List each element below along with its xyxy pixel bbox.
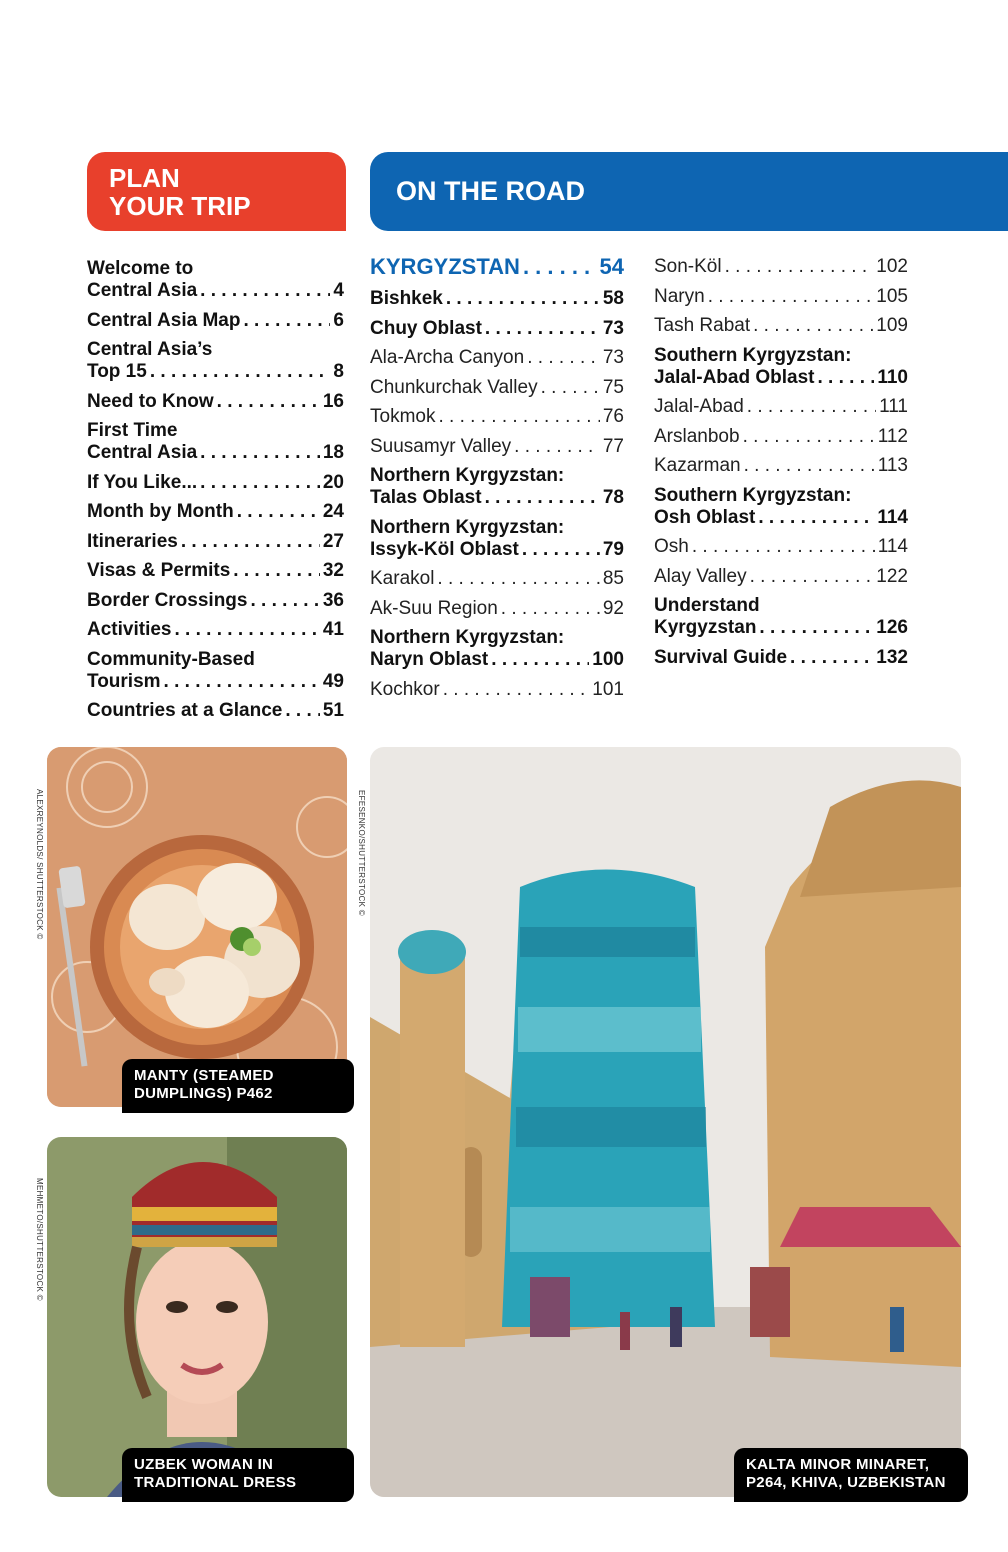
dot-leader <box>437 568 599 590</box>
toc-entry[interactable] <box>370 436 624 458</box>
toc-entry-title: Karakol <box>370 568 435 589</box>
toc-entry-page: 24 <box>322 501 344 522</box>
dot-leader <box>750 566 874 588</box>
toc-entry[interactable] <box>87 339 344 383</box>
on-the-road-banner: ON THE ROAD <box>370 152 1008 231</box>
toc-entry[interactable] <box>654 345 908 389</box>
dot-leader <box>243 310 330 332</box>
uzbek-woman-photo-caption <box>122 1448 354 1502</box>
toc-entry[interactable] <box>87 619 344 641</box>
toc-entry-title: Activities <box>87 619 172 640</box>
uzbek-woman-photo <box>47 1137 347 1497</box>
toc-entry[interactable] <box>87 560 344 582</box>
toc-entry[interactable] <box>654 396 908 418</box>
toc-entry-title: Month by Month <box>87 501 234 522</box>
dot-leader <box>692 536 875 558</box>
toc-entry-title: Chunkurchak Valley <box>370 376 538 398</box>
toc-entry-page: 51 <box>322 700 344 721</box>
toc-entry-title: Chuy Oblast <box>370 317 482 339</box>
toc-entry-page: 113 <box>877 455 908 476</box>
dot-leader <box>181 531 320 553</box>
toc-entry-title: Central Asia <box>87 442 198 463</box>
toc-entry-title: Suusamyr Valley <box>370 435 512 457</box>
toc-entry[interactable] <box>370 256 624 278</box>
toc-entry[interactable] <box>87 649 344 693</box>
toc-entry-page: 8 <box>333 361 344 382</box>
toc-entry-page: 110 <box>877 366 908 388</box>
toc-entry-page: 32 <box>322 560 344 581</box>
dot-leader <box>725 256 874 278</box>
dot-leader <box>438 406 599 428</box>
toc-entry-heading: Southern Kyrgyzstan: <box>654 484 852 506</box>
toc-entry-title: Top 15 <box>87 361 147 382</box>
toc-entry-page: 73 <box>602 347 624 368</box>
dot-leader <box>753 315 873 337</box>
toc-entry-title: Talas Oblast <box>370 487 482 508</box>
toc-entry-page: 105 <box>876 285 908 307</box>
toc-entry-page: 111 <box>879 396 908 417</box>
toc-entry[interactable] <box>87 700 344 722</box>
toc-entry-title: Central Asia <box>87 280 198 301</box>
toc-entry-title: KYRGYZSTAN <box>370 254 520 279</box>
minaret-caption-line1: KALTA MINOR MINARET, <box>746 1456 930 1473</box>
dot-leader <box>747 396 876 418</box>
toc-entry[interactable] <box>370 679 624 701</box>
toc-entry-page: 16 <box>322 390 344 412</box>
toc-entry-heading: Southern Kyrgyzstan: <box>654 344 852 366</box>
toc-entry-page: 4 <box>333 280 344 301</box>
dot-leader <box>758 507 874 529</box>
plan-banner-line2: YOUR TRIP <box>109 191 251 221</box>
toc-entry-page: 122 <box>876 565 908 587</box>
toc-entry[interactable] <box>654 286 908 308</box>
toc-entry[interactable] <box>654 315 908 337</box>
dot-leader <box>164 671 320 693</box>
toc-entry-page: 132 <box>876 646 908 668</box>
toc-entry-title: Survival Guide <box>654 646 788 668</box>
dot-leader <box>200 472 320 494</box>
toc-entry-page: 112 <box>877 425 908 447</box>
toc-entry-title: Jalal-Abad <box>654 396 744 417</box>
dot-leader <box>233 560 320 582</box>
toc-entry-page: 49 <box>322 670 344 692</box>
dot-leader <box>790 647 873 669</box>
toc-entry-page: 36 <box>322 589 344 611</box>
toc-entry-page: 41 <box>322 619 344 640</box>
toc-entry-title: Need to Know <box>87 390 214 412</box>
toc-entry[interactable] <box>654 256 908 278</box>
dot-leader <box>527 347 600 369</box>
dot-leader <box>485 318 600 340</box>
toc-entry-page: 54 <box>599 254 624 279</box>
toc-entry-title: Jalal-Abad Oblast <box>654 366 815 388</box>
dot-leader <box>150 361 331 383</box>
toc-entry-page: 78 <box>602 487 624 508</box>
toc-entry[interactable] <box>87 420 344 464</box>
minaret-caption-line2: P264, KHIVA, UZBEKISTAN <box>746 1474 946 1491</box>
toc-entry-title: Kochkor <box>370 678 440 700</box>
on-the-road-toc-column-1 <box>370 256 624 708</box>
toc-entry[interactable] <box>87 258 344 302</box>
toc-entry-page: 114 <box>877 506 908 528</box>
dot-leader <box>743 426 875 448</box>
dot-leader <box>522 539 600 561</box>
dot-leader <box>217 391 320 413</box>
dot-leader <box>174 619 319 641</box>
dot-leader <box>744 455 875 477</box>
toc-entry-title: Border Crossings <box>87 589 248 611</box>
dot-leader <box>485 487 600 509</box>
toc-entry-page: 6 <box>333 309 344 331</box>
toc-entry-title: Alay Valley <box>654 565 747 587</box>
kalta-minor-minaret-photo <box>370 747 961 1497</box>
minaret-photo-credit: EFESENKO/SHUTTERSTOCK © <box>357 790 366 916</box>
toc-entry-title: Central Asia Map <box>87 309 241 331</box>
woman-caption-line1: UZBEK WOMAN IN <box>134 1456 274 1473</box>
toc-entry-page: 126 <box>876 617 908 638</box>
toc-entry[interactable] <box>370 377 624 399</box>
toc-entry-title: Kazarman <box>654 455 741 476</box>
plan-your-trip-banner <box>87 152 346 231</box>
toc-entry-title: Osh Oblast <box>654 506 756 528</box>
toc-entry-title: Countries at a Glance <box>87 700 283 721</box>
toc-entry[interactable] <box>370 347 624 369</box>
toc-entry[interactable] <box>654 426 908 448</box>
toc-entry-heading: Welcome to <box>87 258 194 279</box>
toc-entry-heading: Northern Kyrgyzstan: <box>370 516 565 538</box>
dot-leader <box>523 256 597 278</box>
plan-trip-toc <box>87 258 344 730</box>
toc-entry[interactable] <box>654 566 908 588</box>
toc-entry[interactable] <box>370 318 624 340</box>
dot-leader <box>443 679 590 701</box>
toc-entry-title: Osh <box>654 536 689 557</box>
toc-entry-title: Ak-Suu Region <box>370 597 498 619</box>
toc-entry-page: 100 <box>592 649 624 670</box>
toc-entry-title: Tash Rabat <box>654 315 751 336</box>
toc-entry-page: 73 <box>602 317 624 339</box>
toc-entry[interactable] <box>87 531 344 553</box>
toc-entry[interactable] <box>87 472 344 494</box>
dot-leader <box>200 280 330 302</box>
dot-leader <box>818 367 875 389</box>
plan-banner-line1: PLAN <box>109 163 180 193</box>
dot-leader <box>491 649 589 671</box>
toc-entry[interactable] <box>87 391 344 413</box>
toc-entry[interactable] <box>654 455 908 477</box>
toc-entry-title: Tourism <box>87 670 161 692</box>
woman-photo-credit: MEHMETO/SHUTTERSTOCK © <box>35 1178 44 1301</box>
toc-entry-title: Tokmok <box>370 406 436 427</box>
toc-entry[interactable] <box>654 536 908 558</box>
toc-entry-heading: Northern Kyrgyzstan: <box>370 465 565 486</box>
manty-photo-caption <box>122 1059 354 1113</box>
toc-entry[interactable] <box>370 288 624 310</box>
toc-entry-page: 101 <box>592 678 624 700</box>
toc-entry-page: 76 <box>602 406 624 427</box>
dot-leader <box>514 436 600 458</box>
toc-entry-page: 18 <box>322 442 344 463</box>
woman-caption-line2: TRADITIONAL DRESS <box>134 1474 297 1491</box>
toc-entry-heading: Central Asia’s <box>87 339 213 360</box>
toc-entry-title: Bishkek <box>370 288 443 309</box>
toc-entry[interactable] <box>370 598 624 620</box>
toc-entry-page: 58 <box>602 288 624 309</box>
manty-dumplings-photo <box>47 747 347 1107</box>
toc-entry-title: Naryn <box>654 285 705 307</box>
toc-entry-page: 92 <box>602 597 624 619</box>
on-the-road-toc-column-2 <box>654 256 908 676</box>
dot-leader <box>285 700 320 722</box>
toc-entry-title: Itineraries <box>87 530 178 552</box>
toc-entry-page: 20 <box>322 471 344 493</box>
toc-entry-heading: First Time <box>87 420 178 441</box>
toc-entry-page: 75 <box>602 376 624 398</box>
dot-leader <box>541 377 600 399</box>
toc-entry-page: 109 <box>876 315 908 336</box>
toc-entry-page: 79 <box>602 538 624 560</box>
food-photo-credit: ALEXREYNOLDS/ SHUTTERSTOCK © <box>35 789 44 940</box>
toc-entry-heading: Northern Kyrgyzstan: <box>370 627 565 648</box>
toc-entry-page: 85 <box>602 568 624 589</box>
dot-leader <box>250 590 319 612</box>
toc-entry-page: 102 <box>876 256 908 277</box>
dot-leader <box>200 442 320 464</box>
toc-entry-title: Visas & Permits <box>87 560 231 581</box>
toc-entry[interactable] <box>370 568 624 590</box>
manty-caption-line2: DUMPLINGS) P462 <box>134 1085 273 1102</box>
dot-leader <box>501 598 600 620</box>
dot-leader <box>237 501 320 523</box>
toc-entry-title: Ala-Archa Canyon <box>370 347 525 368</box>
toc-entry-title: Issyk-Köl Oblast <box>370 538 519 560</box>
toc-entry[interactable] <box>370 627 624 671</box>
dot-leader <box>446 288 600 310</box>
toc-entry-title: Kyrgyzstan <box>654 617 757 638</box>
toc-entry[interactable] <box>654 485 908 529</box>
toc-entry-heading: Understand <box>654 595 760 616</box>
toc-entry[interactable] <box>370 406 624 428</box>
toc-entry-page: 77 <box>602 435 624 457</box>
toc-entry-page: 114 <box>877 536 908 557</box>
toc-entry[interactable] <box>87 310 344 332</box>
toc-entry-page: 27 <box>322 530 344 552</box>
toc-entry[interactable] <box>87 501 344 523</box>
toc-entry[interactable] <box>370 517 624 561</box>
toc-entry[interactable] <box>87 590 344 612</box>
minaret-photo-caption <box>734 1448 968 1502</box>
toc-entry-title: If You Like... <box>87 471 198 493</box>
toc-entry-title: Naryn Oblast <box>370 649 489 670</box>
toc-entry[interactable] <box>654 647 908 669</box>
toc-entry[interactable] <box>370 465 624 509</box>
toc-entry-heading: Community-Based <box>87 648 255 670</box>
toc-entry-title: Son-Köl <box>654 256 722 277</box>
dot-leader <box>708 286 874 308</box>
dot-leader <box>759 617 873 639</box>
manty-caption-line1: MANTY (STEAMED <box>134 1067 274 1084</box>
toc-entry-title: Arslanbob <box>654 425 740 447</box>
toc-entry[interactable] <box>654 595 908 639</box>
